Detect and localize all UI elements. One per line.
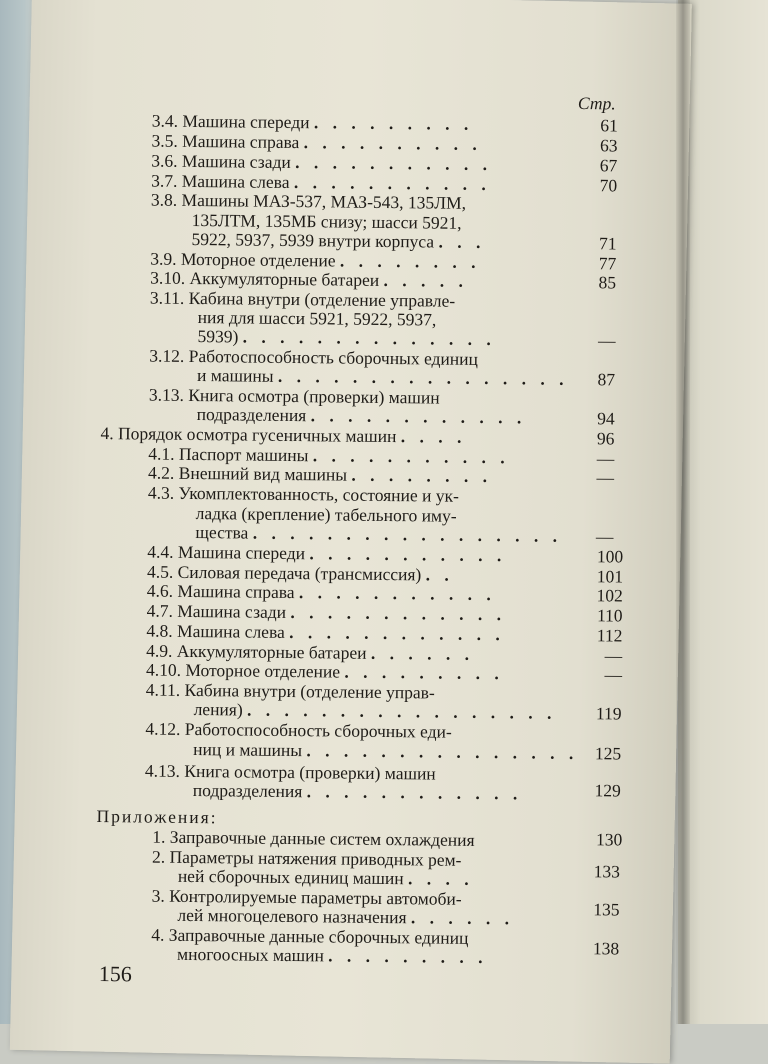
page-number: 100 — [596, 546, 624, 567]
entry-title: Паспорт машины — [178, 443, 309, 466]
page-number: 129 — [594, 780, 621, 801]
appendix-number: 2. — [151, 846, 166, 867]
entry-number: 4.8. — [146, 620, 173, 641]
entry-number: 3.11. — [149, 287, 185, 308]
entry-title: Работоспособность сборочных единиц — [188, 345, 479, 369]
leader-dots: . . . — [438, 231, 486, 253]
leader-dots: . . . . . . . . . . . — [298, 582, 496, 605]
leader-dots: . . . . . . — [410, 907, 515, 929]
section-number: 4. — [100, 423, 114, 444]
page-number: 70 — [599, 175, 618, 196]
entry-title: Внешний вид машины — [178, 462, 348, 485]
entry-number: 3.7. — [151, 170, 178, 191]
page-number: 130 — [595, 829, 623, 850]
entry-title: 5939) — [197, 326, 239, 347]
page-column-header: Стр. — [577, 93, 616, 114]
entry-title: Машина сзади — [181, 150, 291, 173]
page-number: 138 — [592, 938, 620, 959]
entry-title: Кабина внутри (отделение управ- — [184, 679, 435, 703]
entry-number: 4.12. — [145, 718, 181, 739]
page-number: 135 — [593, 899, 620, 920]
entry-title: Моторное отделение — [185, 659, 341, 682]
leader-dots: . . . . . . . . . . . . — [290, 602, 507, 625]
page-number: 112 — [596, 625, 623, 646]
toc-entry — [148, 483, 459, 506]
page-number: 96 — [596, 428, 615, 449]
page-number: 101 — [596, 566, 624, 587]
entry-continuation: ладка (крепление) табельного иму- — [195, 503, 457, 526]
page-number: 119 — [595, 703, 622, 724]
leader-dots: . . . . . . . . . . . — [309, 543, 507, 566]
entry-title: Машина сзади — [177, 600, 287, 622]
entry-title: Машина справа — [182, 130, 300, 153]
entry-number: 3.5. — [151, 130, 178, 151]
entry-title: Укомплектованность, состояние и ук- — [178, 482, 460, 506]
entry-number: 4.13. — [144, 760, 181, 781]
entry-number: 4.2. — [147, 462, 175, 483]
appendix-number: 1. — [152, 826, 166, 847]
page-number: 87 — [597, 369, 616, 390]
leader-dots: . . . . . . . . — [351, 464, 493, 487]
entry-title: Машина слева — [176, 620, 285, 642]
leader-dots: . . — [425, 564, 454, 585]
entry-number: 3.4. — [151, 110, 179, 131]
leader-dots: . . . . . . . . . . . . . . . . . — [252, 522, 563, 546]
leader-dots: . . . . . . . . . — [328, 945, 488, 968]
leader-dots: . . . . — [400, 426, 467, 447]
page-number: — — [604, 664, 623, 685]
entry-number: 4.4. — [147, 541, 174, 562]
page-folio: 156 — [98, 961, 132, 987]
page-number: 110 — [596, 605, 623, 626]
toc-entry — [145, 719, 452, 742]
page-number: 125 — [594, 743, 622, 764]
entry-number: 3.9. — [150, 248, 177, 269]
leader-dots: . . . . . . — [370, 642, 475, 664]
entry-number: 3.13. — [148, 384, 185, 405]
entry-number: 3.6. — [151, 150, 178, 171]
entry-number: 4.1. — [148, 443, 175, 464]
entry-title: подразделения — [192, 780, 303, 802]
page-number: 67 — [599, 155, 618, 176]
appendix-title: лей многоцелевого назначения — [177, 904, 407, 928]
entry-title: Аккумуляторные батареи — [189, 267, 380, 290]
leader-dots: . . . . . . . . . . . . — [289, 622, 505, 645]
appendix-title: многоосных машин — [176, 943, 324, 966]
leader-dots: . . . . . — [383, 269, 469, 291]
entry-title: Аккумуляторные батареи — [176, 640, 367, 663]
page-number: 77 — [598, 253, 617, 274]
leader-dots: . . . . . . . . . . . — [312, 445, 510, 468]
entry-title: ления) — [193, 699, 243, 720]
leader-dots: . . . . . . . . . . . . — [310, 405, 527, 428]
page-number: — — [597, 330, 616, 351]
entry-title: подразделения — [196, 404, 307, 426]
leader-dots: . . . . . . . . — [339, 250, 481, 272]
entry-title: Силовая передача (трансмиссия) — [177, 561, 422, 585]
appendix-number: 4. — [151, 924, 165, 945]
entry-number: 3.10. — [150, 267, 186, 288]
entry-title: щества — [195, 522, 249, 543]
leader-dots: . . . . . . . . . . . . . . . . . — [247, 699, 557, 723]
leader-dots: . . . . . . . . . — [344, 661, 504, 684]
leader-dots: . . . . . . . . . . . — [295, 152, 493, 175]
entry-title: Машина справа — [177, 580, 295, 603]
appendix-heading: Приложения: — [96, 806, 218, 828]
toc-entry-last-line — [193, 739, 578, 763]
entry-title: 5922, 5937, 5939 внутри корпуса — [191, 228, 435, 252]
page-number: — — [595, 526, 614, 547]
entry-title: Машины МАЗ-537, МАЗ-543, 135ЛМ, — [181, 189, 467, 213]
appendix-number: 3. — [151, 885, 165, 906]
toc-entry-last-line — [193, 780, 523, 803]
page-number: — — [604, 645, 623, 666]
entry-title: и машины — [197, 365, 274, 386]
entry-title: Кабина внутри (отделение управле- — [188, 287, 456, 311]
page-number: 133 — [593, 861, 621, 882]
entry-title: Машина спереди — [177, 541, 306, 564]
entry-title: Моторное отделение — [180, 248, 336, 271]
leader-dots: . . . . . . . . . . . . . . . . — [277, 365, 569, 389]
leader-dots: . . . . . . . . . . . . . . . — [306, 740, 579, 764]
entry-number: 4.5. — [146, 561, 174, 582]
appendix-title: ней сборочных единиц машин — [177, 865, 404, 889]
page-number: 71 — [598, 233, 617, 254]
appendix-title: Заправочные данные систем охлаждения — [169, 826, 475, 850]
entry-title: Машина слева — [181, 170, 290, 192]
page-number: 85 — [598, 272, 617, 293]
page-number: 63 — [599, 135, 618, 156]
entry-title: Машина спереди — [182, 110, 310, 133]
entry-number: 3.8. — [150, 189, 178, 210]
appendix-title: Заправочные данные сборочных единиц — [168, 924, 469, 948]
page-number: 61 — [600, 115, 618, 136]
entry-title: Книга осмотра (проверки) машин — [184, 760, 436, 784]
leader-dots: . . . . . . . . . . . . . . — [242, 326, 496, 350]
appendix-entry-last-line — [177, 944, 488, 967]
entry-number: 4.10. — [145, 659, 182, 680]
entry-title: Работоспособность сборочных еди- — [184, 718, 452, 742]
entry-number: 3.12. — [149, 345, 185, 366]
leader-dots: . . . . . . . . . — [313, 112, 474, 134]
entry-number: 4.6. — [146, 580, 174, 601]
appendix-title: Параметры натяжения приводных рем- — [169, 846, 462, 870]
entry-continuation: 135ЛТМ, 135МБ снизу; шасси 5921, — [191, 209, 462, 233]
entry-title: ниц и машины — [193, 739, 303, 761]
entry-title: Книга осмотра (проверки) машин — [188, 384, 440, 408]
page-number: 102 — [596, 585, 623, 606]
leader-dots: . . . . . . . . . . — [303, 132, 482, 155]
page-number: — — [596, 467, 615, 488]
leader-dots: . . . . . . . . . . . . — [306, 781, 523, 804]
entry-number: 4.3. — [147, 482, 175, 503]
page-number: — — [596, 448, 615, 469]
leader-dots: . . . . . . . . . . . — [293, 172, 491, 195]
section-title: Порядок осмотра гусеничных машин — [117, 423, 397, 447]
entry-number: 4.11. — [145, 679, 181, 700]
entry-number: 4.9. — [146, 640, 173, 661]
appendix-title: Контролируемые параметры автомоби- — [169, 885, 462, 909]
page-number: 94 — [597, 408, 615, 429]
entry-number: 4.7. — [146, 600, 174, 621]
leader-dots: . . . . — [407, 868, 474, 889]
entry-continuation: ния для шасси 5921, 5922, 5937, — [197, 307, 437, 330]
